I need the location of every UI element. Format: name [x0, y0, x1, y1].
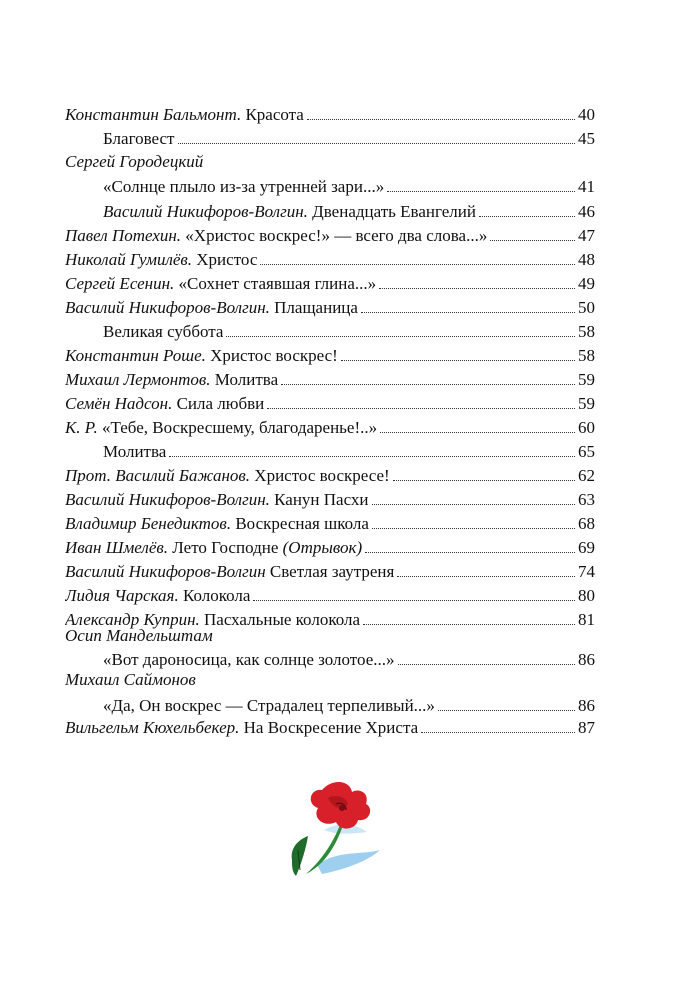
toc-title: «Христос воскрес!» — всего два слова...» [181, 226, 488, 245]
toc-entry[interactable] [65, 366, 595, 390]
toc-author: Константин Бальмонт. [65, 105, 242, 124]
toc-author: Павел Потехин. [65, 226, 182, 245]
toc-title: Двенадцать Евангелий [307, 202, 476, 221]
toc-title: Молитва [103, 442, 167, 461]
toc-author-heading: Осип Мандельштам [65, 626, 213, 645]
toc-title: «Сохнет стаявшая глина...» [174, 274, 377, 293]
toc-entry[interactable] [65, 510, 595, 534]
toc-title: Великая суббота [103, 322, 224, 341]
dot-leader [421, 732, 575, 733]
toc-entry[interactable] [103, 318, 595, 342]
toc-entry[interactable] [65, 222, 595, 246]
toc-title: Канун Пасхи [269, 490, 369, 509]
toc-author: Александр Куприн. [65, 610, 200, 629]
toc-page-number: 80 [578, 586, 595, 605]
toc-entry[interactable] [65, 101, 595, 125]
toc-title: Пасхальные колокола [199, 610, 361, 629]
toc-author: Семён Надсон. [65, 394, 173, 413]
toc-author: Николай Гумилёв. [65, 250, 193, 269]
toc-page-number: 63 [578, 490, 595, 509]
toc-author-heading: Михаил Саймонов [65, 670, 196, 689]
toc-page-number: 86 [578, 650, 595, 669]
toc-page-number: 59 [578, 394, 595, 413]
dot-leader [341, 360, 575, 361]
toc-page-number: 62 [578, 466, 595, 485]
dot-leader [169, 456, 575, 457]
dot-leader [361, 312, 575, 313]
toc-page-number: 46 [578, 202, 595, 221]
dot-leader [178, 143, 576, 144]
toc-page-number: 40 [578, 105, 595, 124]
dot-leader [379, 288, 575, 289]
dot-leader [365, 552, 575, 553]
toc-author-heading: Сергей Городецкий [65, 152, 204, 171]
toc-entry[interactable] [103, 125, 595, 149]
toc-title: Колокола [178, 586, 251, 605]
toc-page-number: 50 [578, 298, 595, 317]
dot-leader [387, 191, 575, 192]
dot-leader [260, 264, 575, 265]
red-flower-icon [262, 770, 392, 890]
toc-entry[interactable] [103, 646, 595, 670]
toc-author: Лидия Чарская. [65, 586, 179, 605]
toc-page-number: 49 [578, 274, 595, 293]
toc-title: «Солнце плыло из-за утренней зари...» [103, 177, 385, 196]
toc-page-number: 65 [578, 442, 595, 461]
toc-title: Христос воскрес! [205, 346, 338, 365]
toc-title-note: (Отрывок) [282, 538, 363, 557]
toc-author: Константин Роше. [65, 346, 206, 365]
dot-leader [253, 600, 575, 601]
toc-title: Светлая заутреня [265, 562, 395, 581]
toc-title: Христос [192, 250, 258, 269]
toc-entry[interactable] [65, 558, 595, 582]
toc-page-number: 69 [578, 538, 595, 557]
toc-author: Иван Шмелёв. [65, 538, 169, 557]
toc-author: Прот. Василий Бажанов. [65, 466, 251, 485]
toc-title: Сила любви [172, 394, 265, 413]
toc-entry[interactable] [65, 294, 595, 318]
toc-page-number: 47 [578, 226, 595, 245]
toc-title: Воскресная школа [231, 514, 369, 533]
toc-entry[interactable] [65, 582, 595, 606]
toc-author: Михаил Лермонтов. [65, 370, 211, 389]
toc-entry[interactable] [65, 246, 595, 270]
toc-title: Христос воскресе! [250, 466, 390, 485]
dot-leader [363, 624, 575, 625]
toc-page-number: 81 [578, 610, 595, 629]
dot-leader [281, 384, 575, 385]
toc-title: Молитва [210, 370, 279, 389]
toc-entry[interactable] [65, 534, 595, 558]
toc-title: «Тебе, Воскресшему, благодаренье!..» [97, 418, 378, 437]
toc-entry[interactable] [103, 438, 595, 462]
dot-leader [438, 710, 575, 711]
toc-page-number: 60 [578, 418, 595, 437]
toc-page-number: 59 [578, 370, 595, 389]
toc-page-number: 45 [578, 129, 595, 148]
toc-author: Вильгельм Кюхельбекер. [65, 718, 240, 737]
toc-entry[interactable] [65, 342, 595, 366]
toc-title: Красота [241, 105, 304, 124]
toc-author: Василий Никифоров-Волгин. [103, 202, 308, 221]
dot-leader [397, 576, 575, 577]
dot-leader [267, 408, 575, 409]
toc-author: Василий Никифоров-Волгин. [65, 490, 270, 509]
toc-entry[interactable] [103, 173, 595, 197]
dot-leader [479, 216, 575, 217]
dot-leader [398, 664, 575, 665]
toc-entry[interactable] [65, 462, 595, 486]
toc-title: Плащаница [269, 298, 358, 317]
dot-leader [380, 432, 575, 433]
dot-leader [393, 480, 575, 481]
toc-author: Сергей Есенин. [65, 274, 175, 293]
toc-page-number: 74 [578, 562, 595, 581]
toc-page-number: 41 [578, 177, 595, 196]
dot-leader [226, 336, 575, 337]
toc-author: К. Р. [65, 418, 98, 437]
dot-leader [490, 240, 575, 241]
toc-author: Владимир Бенедиктов. [65, 514, 232, 533]
toc-page-number: 87 [578, 718, 595, 737]
toc-author: Василий Никифоров-Волгин [65, 562, 266, 581]
toc-entry[interactable] [65, 414, 595, 438]
dot-leader [372, 528, 575, 529]
toc-entry[interactable] [65, 390, 595, 414]
toc-title: «Вот дароносица, как солнце золотое...» [103, 650, 395, 669]
toc-page-number: 68 [578, 514, 595, 533]
toc-entry[interactable] [65, 270, 595, 294]
toc-title: Лето Господне [168, 538, 283, 557]
toc-page-number: 58 [578, 322, 595, 341]
toc-author: Василий Никифоров-Волгин. [65, 298, 270, 317]
toc-title: Благовест [103, 129, 175, 148]
toc-entry[interactable] [65, 714, 595, 738]
toc-page-number: 58 [578, 346, 595, 365]
toc-page-number: 86 [578, 696, 595, 715]
toc-page-number: 48 [578, 250, 595, 269]
toc-title: «Да, Он воскрес — Страдалец терпеливый...» [103, 696, 435, 715]
toc-entry[interactable] [103, 692, 595, 716]
dot-leader [372, 504, 575, 505]
dot-leader [307, 119, 575, 120]
flower-illustration [262, 770, 392, 890]
toc-entry[interactable] [103, 198, 595, 222]
toc-title: На Воскресение Христа [239, 718, 419, 737]
toc-entry[interactable] [65, 486, 595, 510]
